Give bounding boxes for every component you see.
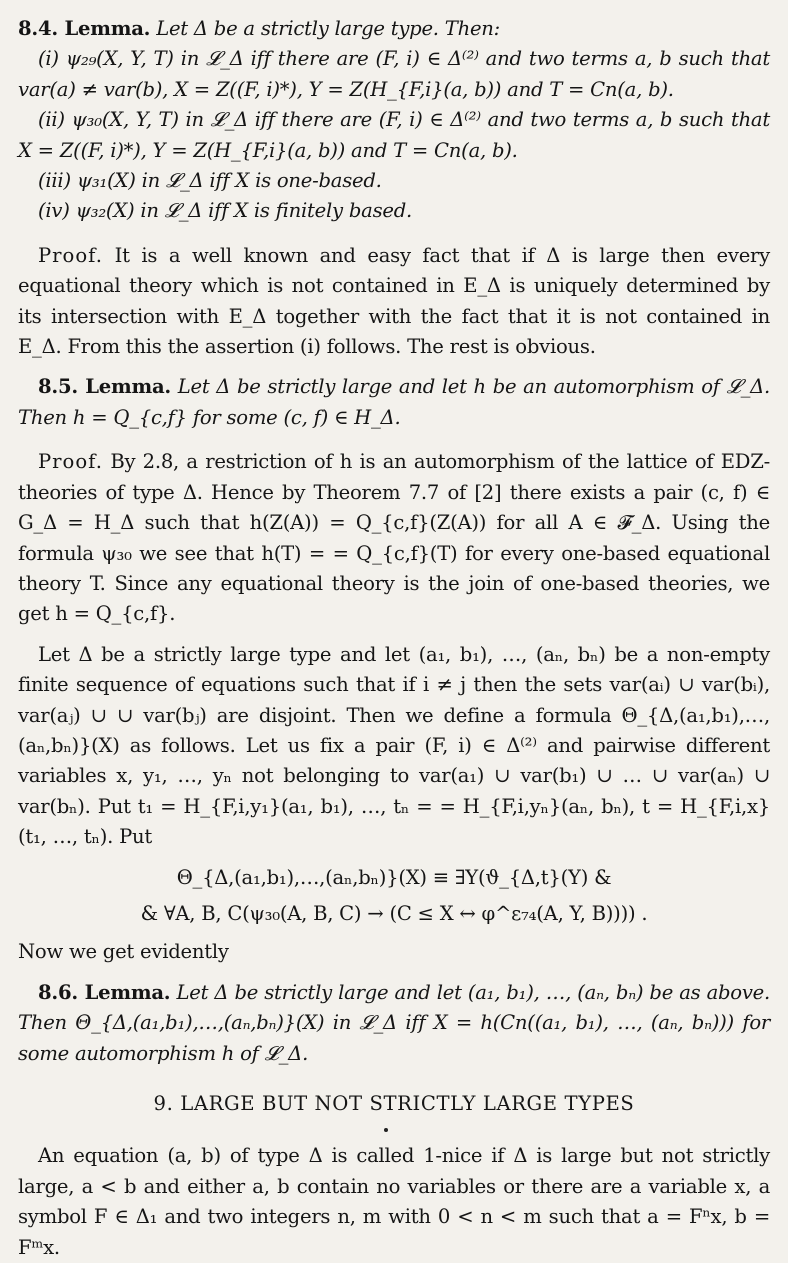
lemma-8-4-item-iv: (iv) ψ₃₂(X) in 𝓛_Δ iff X is finitely based.	[38, 199, 412, 223]
theta-formula-line-2: & ∀A, B, C(ψ₃₀(A, B, C) → (C ≤ X ↔ φ^ε₇₄(A, Y, B)))) .	[140, 901, 648, 925]
lemma-8-6	[18, 978, 770, 1069]
lemma-8-5	[18, 372, 770, 433]
lemma-8-6-head: 8.6. Lemma.	[38, 980, 171, 1004]
proof-8-5-text: By 2.8, a restriction of h is an automorphism of the lattice of EDZ-theories of type Δ. Hence by Theorem 7.7 of [2] there exists a pair (c, f) ∈ G_Δ = H_Δ such that h(Z(A)) = Q_{c,f}(Z(A)) for all A ∈ 𝓕_Δ. Using the formula ψ₃₀ we see that h(T) = = Q_{c,f}(T) for every one-based equational theory T. Since any equational theory is the join of one-based theories, we get h = Q_{c,f}.	[18, 450, 770, 626]
proof-8-4-label: Proof.	[38, 243, 103, 267]
lemma-8-4-head: 8.4. Lemma.	[18, 17, 151, 40]
page-dot-mark	[384, 1128, 388, 1132]
lemma-8-5-statement: Let Δ be strictly large and let h be an automorphism of 𝓛_Δ. Then h = Q_{c,f} for some (c, f) ∈ H_Δ.	[18, 375, 770, 429]
theta-formula-line-1: Θ_{Δ,(a₁,b₁),…,(aₙ,bₙ)}(X) ≡ ∃Y(ϑ_{Δ,t}(Y) &	[176, 865, 612, 889]
proof-8-5-label: Proof.	[38, 450, 103, 474]
proof-8-5	[18, 447, 770, 629]
lemma-8-4-item-ii: (ii) ψ₃₀(X, Y, T) in 𝓛_Δ iff there are (F, i) ∈ Δ⁽²⁾ and two terms a, b such that X = Z((F, i)*), Y = Z(H_{F,i}(a, b)) and T = Cn(a, b).	[18, 108, 770, 162]
proof-8-4	[18, 241, 770, 363]
section-9-title: 9. LARGE BUT NOT STRICTLY LARGE TYPES	[153, 1092, 635, 1115]
lemma-8-4-intro	[18, 14, 770, 44]
lemma-8-5-head: 8.5. Lemma.	[38, 375, 172, 399]
lemma-8-4-item-i: (i) ψ₂₉(X, Y, T) in 𝓛_Δ iff there are (F, i) ∈ Δ⁽²⁾ and two terms a, b such that var(a) ≠ var(b), X = Z((F, i)*), Y = Z(H_{F,i}(a, b)) and T = Cn(a, b).	[18, 47, 770, 101]
section-9-definition: An equation (a, b) of type Δ is called 1-nice if Δ is large but not strictly large, a < b and either a, b contain no variables or there are a variable x, a symbol F ∈ Δ₁ and two integers n, m with 0 < n < m such that a = Fⁿx, b = Fᵐx.	[18, 1144, 770, 1259]
proof-8-4-text: It is a well known and easy fact that if Δ is large then every equational theory which is not contained in E_Δ is uniquely determined by its intersection with E_Δ together with the fact that it is not contained in E_Δ. From this the assertion (i) follows. The rest is obvious.	[18, 243, 770, 359]
theta-definition: Let Δ be a strictly large type and let (a₁, b₁), …, (aₙ, bₙ) be a non-empty finite sequence of equations such that if i ≠ j then the sets var(aᵢ) ∪ var(bᵢ), var(aⱼ) ∪ ∪ var(bⱼ) are disjoint. Then we define a formula Θ_{Δ,(a₁,b₁),…,(aₙ,bₙ)}(X) as follows. Let us fix a pair (F, i) ∈ Δ⁽²⁾ and pairwise different variables x, y₁, …, yₙ not belonging to var(a₁) ∪ var(b₁) ∪ … ∪ var(aₙ) ∪ var(bₙ). Put t₁ = H_{F,i,y₁}(a₁, b₁), …, tₙ = = H_{F,i,yₙ}(aₙ, bₙ), t = H_{F,i,x}(t₁, …, tₙ). Put	[18, 642, 770, 849]
lemma-8-4-item-iii: (iii) ψ₃₁(X) in 𝓛_Δ iff X is one-based.	[38, 169, 382, 193]
now-we-get-evidently: Now we get evidently	[18, 940, 229, 964]
lemma-8-4-statement: Let Δ be a strictly large type. Then:	[156, 17, 501, 40]
lemma-8-6-statement: Let Δ be strictly large and let (a₁, b₁), …, (aₙ, bₙ) be as above. Then Θ_{Δ,(a₁,b₁),…,(aₙ,bₙ)}(X) in 𝓛_Δ iff X = h(Cn((a₁, b₁), …, (aₙ, bₙ))) for some automorphism h of 𝓛_Δ.	[18, 980, 770, 1065]
